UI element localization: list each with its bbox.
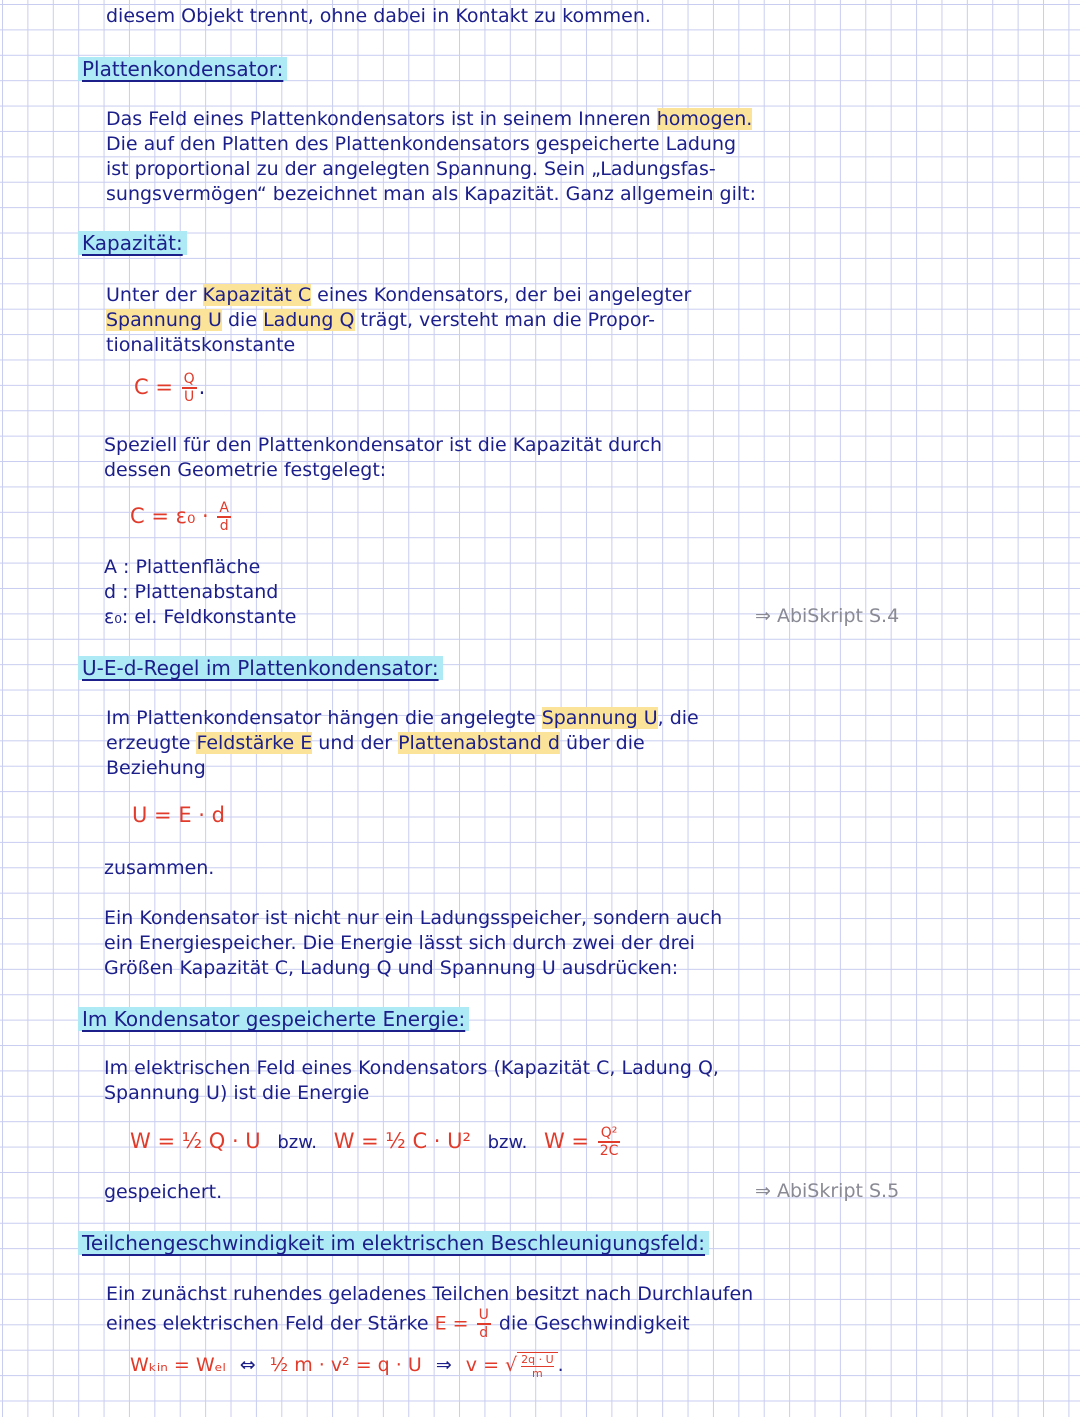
speziell-line-2: dessen Geometrie festgelegt: [104,459,387,481]
heading-text: Kapazität: [78,231,187,255]
text: die [221,309,264,331]
pk-line-4: sungsvermögen“ bezeichnet man als Kapazität. Ganz allgemein gilt: [106,183,757,205]
denominator: d [479,1325,489,1341]
formula-e: E = [434,1312,475,1335]
def-d: d : Plattenabstand [104,581,279,603]
ik-line-1: Im elektrischen Feld eines Kondensators (Kapazität C, Ladung Q, [104,1057,719,1079]
text: erzeugte [106,732,197,754]
reference-abiskript-4: ⇒ AbiSkript S.4 [755,605,900,627]
heading-gespeicherte-energie [78,1006,469,1032]
highlight-homogen: homogen. [656,108,753,130]
pk-line-1 [106,107,752,132]
text: eines Kondensators, der bei angelegter [311,284,692,306]
formula-geschwindigkeit [130,1351,564,1380]
period: . [557,1354,564,1376]
highlight-plattenabstand-d: Plattenabstand d [398,732,560,754]
denominator: 2C [599,1143,619,1159]
denominator: U [184,389,195,405]
formula-energy-balance: ½ m · v² = q · U [269,1354,422,1376]
text: trägt, versteht man die Propor- [354,309,655,331]
energie-line-2: ein Energiespeicher. Die Energie lässt sich durch zwei der drei [104,932,695,954]
heading-kapazitaet [78,230,187,256]
text: eines elektrischen Feld der Stärke [106,1312,435,1335]
highlight-spannung-u: Spannung U [106,309,222,331]
text: Das Feld eines Plattenkondensators ist in seinem Inneren [106,108,657,130]
formula-energie [130,1125,622,1159]
tg-line-2 [106,1307,690,1341]
reference-abiskript-5: ⇒ AbiSkript S.5 [755,1180,900,1202]
bzw-text: bzw. [277,1132,318,1153]
fraction-a-d [217,500,231,534]
text: Unter der [106,284,203,306]
fraction-q2-2c [598,1125,621,1159]
numerator: Q² [598,1125,621,1143]
ued-line-1 [106,706,699,731]
gespeichert-line: gespeichert. [104,1181,223,1203]
text: die Geschwindigkeit [492,1312,690,1335]
ued-line-2 [106,731,645,756]
tg-line-1: Ein zunächst ruhendes geladenes Teilchen besitzt nach Durchlaufen [106,1283,754,1305]
fraction-q-u [182,371,197,405]
text: und der [312,732,399,754]
numerator: Q [183,371,195,387]
highlight-spannung-u: Spannung U [541,707,658,729]
speziell-line-1: Speziell für den Plattenkondensator ist die Kapazität durch [104,434,663,456]
ued-line-3: Beziehung [106,757,206,779]
energie-line-1: Ein Kondensator ist nicht nur ein Ladungsspeicher, sondern auch [104,907,723,929]
heading-text: U-E-d-Regel im Plattenkondensator: [78,656,443,680]
formula-kapazitaet [134,371,205,405]
text: über die [559,732,645,754]
highlight-feldstaerke-e: Feldstärke E [196,732,313,754]
highlight-ladung-q: Ladung Q [263,309,355,331]
formula-w-qu: W = ½ Q · U [130,1129,261,1153]
pk-line-2: Die auf den Platten des Plattenkondensators gespeicherte Ladung [106,133,737,155]
formula-plattenkondensator-kapazitaet [130,500,233,534]
heading-ued-regel [78,655,443,681]
formula-lhs: C = ε₀ · [130,504,216,528]
equivalence-arrow-icon: ⇔ [239,1354,256,1376]
denominator: d [219,518,229,534]
def-epsilon: ε₀: el. Feldkonstante [104,606,297,628]
bzw-text: bzw. [487,1132,528,1153]
period: . [198,375,206,399]
zusammen-line: zusammen. [104,857,215,879]
heading-text: Im Kondensator gespeicherte Energie: [78,1007,469,1031]
formula-w-cu2: W = ½ C · U² [333,1129,471,1153]
denominator: m [532,1366,543,1380]
numerator: A [219,500,229,516]
numerator: U [478,1307,489,1323]
kap-line-3: tionalitätskonstante [106,334,296,356]
formula-wkin-wel: Wₖᵢₙ = Wₑₗ [130,1354,226,1376]
formula-v-lhs: v = √ [465,1354,518,1376]
formula-lhs: C = [134,375,180,399]
kap-line-2 [106,308,655,333]
intro-line: diesem Objekt trennt, ohne dabei in Kontakt zu kommen. [106,5,651,27]
formula-ued: U = E · d [132,803,225,827]
energie-line-3: Größen Kapazität C, Ladung Q und Spannung U ausdrücken: [104,957,679,979]
ik-line-2: Spannung U) ist die Energie [104,1082,370,1104]
fraction-u-d [477,1307,491,1341]
highlight-kapazitaet-c: Kapazität C [202,284,312,306]
def-a: A : Plattenfläche [104,556,261,578]
text: Im Plattenkondensator hängen die angelegte [106,707,542,729]
pk-line-3: ist proportional zu der angelegten Spannung. Sein „Ladungsfas- [106,158,716,180]
sqrt-fraction [517,1352,558,1380]
heading-teilchengeschwindigkeit [78,1230,709,1256]
heading-text: Plattenkondensator: [78,57,287,81]
implies-arrow-icon: ⇒ [435,1354,452,1376]
text: , die [657,707,699,729]
kap-line-1 [106,283,691,308]
numerator: 2q · U [521,1352,554,1366]
heading-plattenkondensator [78,56,287,82]
heading-text: Teilchengeschwindigkeit im elektrischen Beschleunigungsfeld: [78,1231,709,1255]
formula-w-lhs: W = [543,1129,596,1153]
